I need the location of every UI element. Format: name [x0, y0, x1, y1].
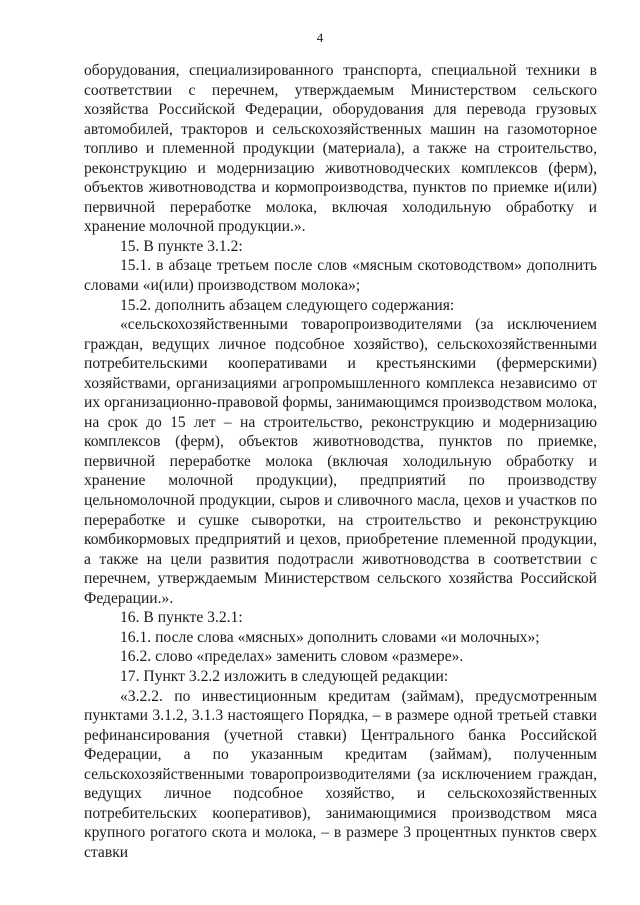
paragraph-item-17: 17. Пункт 3.2.2 изложить в следующей редакции: [120, 667, 449, 685]
document-body [84, 61, 597, 862]
paragraph-continuation: оборудования, специализированного транспорта, специальной техники в соответствии с перечнем, утверждаемым Министерством сельского хозяйства Российской Федерации, оборудования для перевода грузовых автомобилей, тракторов и сельскохозяйственных машин на газомоторное топливо и племенной продукции (материала), а также на строительство, реконструкцию и модернизацию животноводческих комплексов (ферм), объектов животноводства и кормопроизводства, пунктов по приемке и(или) первичной переработке молока, включая холодильную обработку и хранение молочной продукции.». [84, 62, 597, 236]
paragraph-item-15-2: 15.2. дополнить абзацем следующего содержания: [120, 296, 455, 314]
paragraph-item-16: 16. В пункте 3.2.1: [120, 609, 243, 627]
paragraph-quoted-addition: «сельскохозяйственными товаропроизводителями (за исключением граждан, ведущих личное подсобное хозяйство), сельскохозяйственными потребительскими кооперативами и крестьянскими (фермерскими) хозяйствами, организациями агропромышленного комплекса независимо от их организационно-правовой формы, занимающимся производством молока, на срок до 15 лет – на строительство, реконструкцию и модернизацию комплексов (ферм), объектов животноводства, пунктов по приемке, первичной переработке молока (включая холодильную обработку и хранение молочной продукции), предприятий по производству цельномолочной продукции, сыров и сливочного масла, цехов и участков по переработке и сушке сыворотки, на строительство и реконструкцию комбикормовых предприятий и цехов, приобретение племенной продукции, а также на цели развития подотрасли животноводства в соответствии с перечнем, утверждаемым Министерством сельского хозяйства Российской Федерации.». [84, 316, 597, 607]
page-number: 4 [316, 30, 324, 45]
paragraph-item-16-2: 16.2. слово «пределах» заменить словом «размере». [120, 648, 464, 666]
paragraph-item-15: 15. В пункте 3.1.2: [120, 237, 243, 255]
paragraph-item-16-1: 16.1. после слова «мясных» дополнить словами «и молочных»; [120, 628, 540, 646]
paragraph-quoted-3-2-2: «3.2.2. по инвестиционным кредитам (займам), предусмотренным пунктами 3.1.2, 3.1.3 настоящего Порядка, – в размере одной третьей ставки рефинансирования (учетной ставки) Центрального банка Российской Федерации, а по указанным кредитам (займам), полученным сельскохозяйственными товаропроизводителями (за исключением граждан, ведущих личное подсобное хозяйство, и сельскохозяйственных потребительских кооперативов), занимающимися производством мяса крупного рогатого скота и молока, – в размере 3 процентных пунктов сверх ставки [84, 687, 597, 861]
paragraph-item-15-1: 15.1. в абзаце третьем после слов «мясным скотоводством» дополнить словами «и(или) производством молока»; [84, 257, 597, 295]
